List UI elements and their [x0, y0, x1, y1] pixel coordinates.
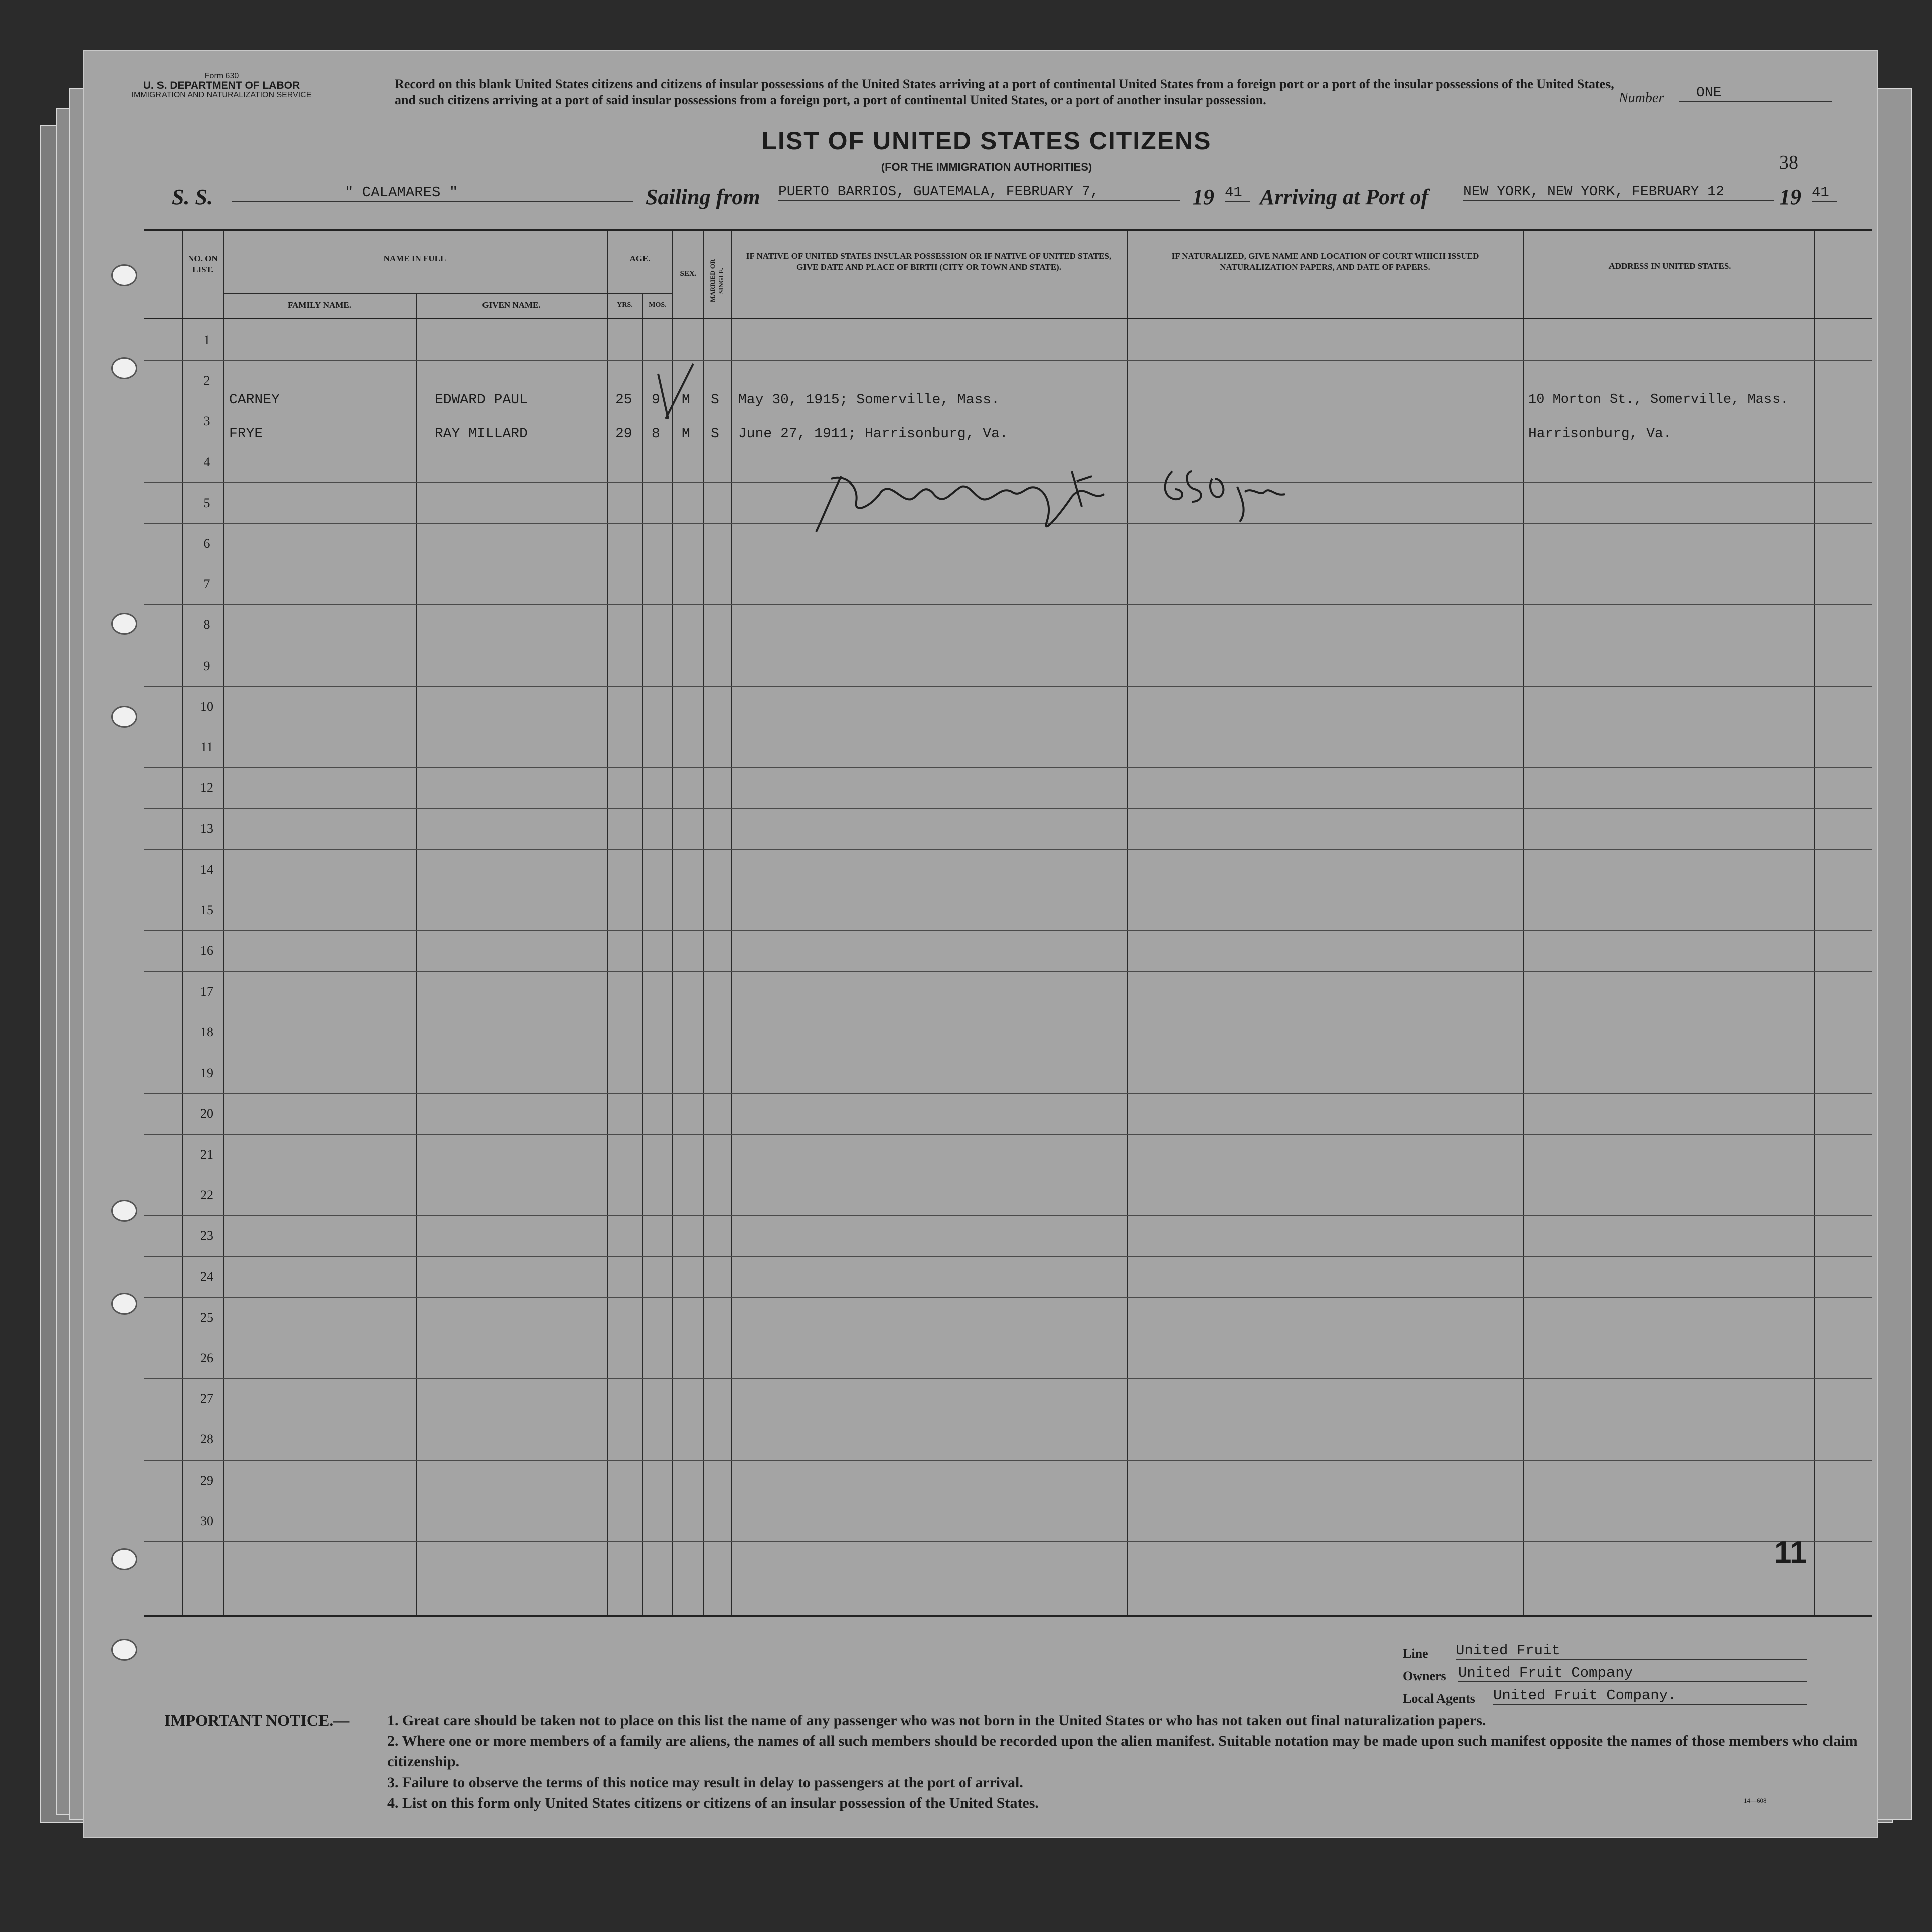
- punch-hole: [111, 1200, 137, 1222]
- header-age: AGE.: [629, 254, 651, 263]
- page-title: LIST OF UNITED STATES CITIZENS: [761, 127, 1212, 155]
- row-number: 15: [200, 902, 213, 917]
- record-instructions: Record on this blank United States citizens and citizens of insular possessions of the United States arriving at a port of continental United States from a foreign port or a port of the insular possessions of the United States, and such citizens arriving at a port of said insular possessions from a foreign port, a port of continental United States, or a port of another insular possession.: [395, 77, 1614, 107]
- owners-label: Owners: [1403, 1669, 1446, 1683]
- header-mos: MOS.: [649, 301, 667, 309]
- row-number: 13: [200, 821, 213, 836]
- row2-given-name: RAY MILLARD: [435, 426, 528, 442]
- number-label: Number: [1619, 90, 1664, 106]
- row-number: 28: [200, 1432, 213, 1447]
- header-address: ADDRESS IN UNITED STATES.: [1608, 261, 1731, 271]
- row1-family-name: CARNEY: [229, 392, 280, 408]
- row2-family-name: FRYE: [229, 426, 263, 442]
- row-number: 17: [200, 984, 213, 999]
- row-number: 20: [200, 1106, 213, 1121]
- sheet-code: 14—608: [1744, 1797, 1767, 1804]
- row-number: 9: [203, 658, 210, 673]
- row1-age-years: 25: [615, 392, 632, 408]
- notice-item-1: 1. Great care should be taken not to place on this list the name of any passenger who was not born in the United States or who has not taken out final naturalization papers.: [387, 1712, 1486, 1729]
- row-divider: [144, 767, 1872, 768]
- row-number: 29: [200, 1473, 213, 1488]
- row-number: 6: [203, 536, 210, 551]
- sailing-from-value: PUERTO BARRIOS, GUATEMALA, FEBRUARY 7,: [778, 184, 1180, 201]
- agents-label: Local Agents: [1403, 1691, 1475, 1706]
- line-label: Line: [1403, 1646, 1428, 1661]
- row2-address: Harrisonburg, Va.: [1528, 426, 1672, 442]
- row-divider: [144, 930, 1872, 931]
- row1-age-months: 9: [652, 392, 660, 408]
- sailing-from-label: Sailing from: [646, 185, 760, 209]
- line-value: United Fruit: [1456, 1642, 1807, 1660]
- header-yrs: YRS.: [617, 301, 633, 309]
- row-number: 21: [200, 1147, 213, 1162]
- row-number: 4: [203, 454, 210, 469]
- arriving-year: 41: [1812, 184, 1837, 202]
- header-name-in-full: NAME IN FULL: [383, 254, 446, 263]
- row-divider: [144, 604, 1872, 605]
- row-number: 5: [203, 495, 210, 510]
- header-married: MARRIED OR SINGLE.: [709, 259, 725, 303]
- row-divider: [144, 1378, 1872, 1379]
- row-divider: [144, 360, 1872, 361]
- row-divider: [144, 1297, 1872, 1298]
- row-number: 11: [200, 740, 213, 754]
- header-naturalized: IF NATURALIZED, GIVE NAME AND LOCATION OF COURT WHICH ISSUED NATURALIZATION PAPERS, AND DATE OF PAPERS.: [1171, 251, 1479, 272]
- notice-item-3: 3. Failure to observe the terms of this notice may result in delay to passengers at the port of arrival.: [387, 1774, 1023, 1791]
- arriving-label: Arriving at Port of: [1260, 185, 1429, 209]
- punch-hole: [111, 1639, 137, 1661]
- punch-hole: [111, 1548, 137, 1570]
- row-number: 3: [203, 414, 210, 429]
- number-value: ONE: [1679, 85, 1832, 102]
- owners-value: United Fruit Company: [1458, 1665, 1807, 1682]
- row-divider: [144, 849, 1872, 850]
- row2-age-months: 8: [652, 426, 660, 442]
- arriving-year-prefix: 19: [1779, 185, 1801, 209]
- row-number: 7: [203, 577, 210, 592]
- ss-label: S. S.: [172, 185, 213, 209]
- header-sex: SEX.: [680, 270, 697, 278]
- page-number: 38: [1779, 152, 1798, 173]
- row-number: 19: [200, 1065, 213, 1080]
- row-number: 12: [200, 780, 213, 795]
- row-number: 24: [200, 1269, 213, 1284]
- header-given-name: GIVEN NAME.: [482, 300, 541, 310]
- row-divider: [144, 1093, 1872, 1094]
- row-number: 1: [203, 333, 210, 347]
- row1-sex: M: [682, 392, 690, 408]
- row-divider: [144, 1215, 1872, 1216]
- row-divider: [144, 1256, 1872, 1257]
- header-birth: IF NATIVE OF UNITED STATES INSULAR POSSESSION OR IF NATIVE OF UNITED STATES, GIVE DATE AND PLACE OF BIRTH (CITY OR TOWN AND STATE).: [746, 251, 1112, 272]
- row-number: 25: [200, 1310, 213, 1325]
- row-number: 26: [200, 1351, 213, 1365]
- important-notice: [164, 1710, 1879, 1831]
- row1-married: S: [711, 392, 719, 408]
- row-number: 14: [200, 862, 213, 877]
- row-number: 27: [200, 1391, 213, 1406]
- handwritten-annotation: [811, 451, 1413, 542]
- page-subtitle: (FOR THE IMMIGRATION AUTHORITIES): [881, 160, 1092, 173]
- row-number: 2: [203, 373, 210, 388]
- row2-married: S: [711, 426, 719, 442]
- notice-item-2: 2. Where one or more members of a family are aliens, the names of all such members should be recorded upon the alien manifest. Suitable notation may be made upon such manifest opposite the names of those members who claim citizenship.: [387, 1733, 1858, 1770]
- sailing-year: 41: [1225, 184, 1250, 202]
- agents-value: United Fruit Company.: [1493, 1687, 1807, 1705]
- manifest-sheet: [83, 50, 1878, 1838]
- row-divider: [144, 971, 1872, 972]
- row2-age-years: 29: [615, 426, 632, 442]
- row2-birth: June 27, 1911; Harrisonburg, Va.: [738, 426, 1008, 442]
- ship-name: " CALAMARES ": [232, 184, 633, 202]
- header-no: NO. ON LIST.: [188, 254, 218, 274]
- sailing-year-prefix: 19: [1192, 185, 1214, 209]
- row-number: 30: [200, 1513, 213, 1528]
- form-number: Form 630: [204, 72, 239, 80]
- row-number: 23: [200, 1228, 213, 1243]
- punch-hole: [111, 1293, 137, 1315]
- row1-given-name: EDWARD PAUL: [435, 392, 528, 408]
- notice-heading: IMPORTANT NOTICE.—: [164, 1711, 350, 1729]
- form-identifier: [131, 71, 312, 100]
- row-divider: [144, 1541, 1872, 1542]
- row-number: 8: [203, 617, 210, 632]
- notice-item-4: 4. List on this form only United States citizens or citizens of an insular possession of the United States.: [387, 1795, 1039, 1811]
- row1-birth: May 30, 1915; Somerville, Mass.: [738, 392, 1000, 408]
- punch-hole: [111, 706, 137, 728]
- punch-hole: [111, 613, 137, 635]
- check-mark: [638, 354, 698, 444]
- row2-sex: M: [682, 426, 690, 442]
- punch-hole: [111, 357, 137, 379]
- row1-address: 10 Morton St., Somerville, Mass.: [1528, 392, 1789, 407]
- row-number: 22: [200, 1188, 213, 1203]
- row-number: 10: [200, 699, 213, 714]
- arriving-value: NEW YORK, NEW YORK, FEBRUARY 12: [1463, 184, 1774, 201]
- punch-hole: [111, 264, 137, 286]
- row-divider: [144, 1460, 1872, 1461]
- row-number: 18: [200, 1025, 213, 1040]
- service-name: IMMIGRATION AND NATURALIZATION SERVICE: [131, 91, 312, 99]
- row-divider: [144, 1134, 1872, 1135]
- row-divider: [144, 686, 1872, 687]
- header-family-name: FAMILY NAME.: [288, 300, 351, 310]
- row-divider: [144, 808, 1872, 809]
- department-name: U. S. DEPARTMENT OF LABOR: [143, 80, 300, 91]
- row-number: 16: [200, 943, 213, 958]
- tally-number: 11: [1774, 1535, 1807, 1570]
- passenger-table: [144, 229, 1872, 1617]
